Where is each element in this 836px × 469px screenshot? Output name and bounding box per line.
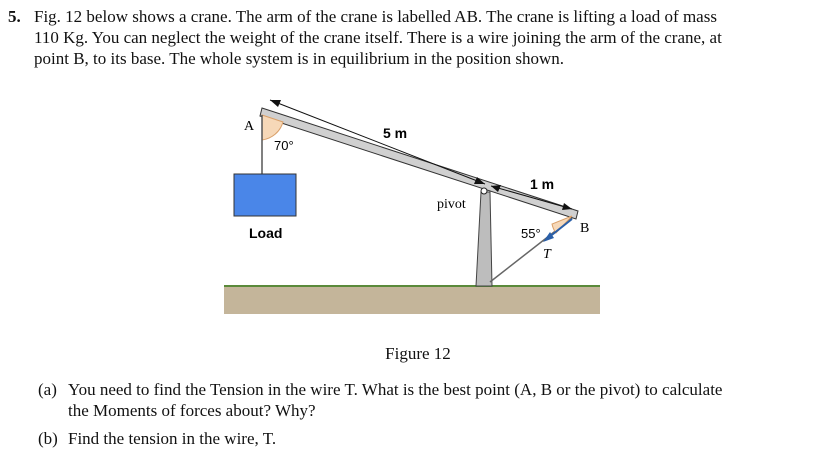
angle-wedge-b <box>552 216 572 233</box>
dimension-5m <box>270 100 485 184</box>
pivot-label: pivot <box>437 197 466 212</box>
part-label: (a) <box>38 380 57 399</box>
part-label: (b) <box>38 429 58 448</box>
part-line: the Moments of forces about? Why? <box>68 401 316 420</box>
question-line: 110 Kg. You can neglect the weight of the crane itself. There is a wire joining the arm of the crane, at <box>34 28 722 47</box>
part-line: You need to find the Tension in the wire T. What is the best point (A, B or the pivot) to calculate <box>68 380 723 399</box>
dimension-arrowhead <box>562 203 572 210</box>
question-line: point B, to its base. The whole system is in equilibrium in the position shown. <box>34 49 564 68</box>
angle-a-label: 70° <box>274 138 294 153</box>
crane-arm <box>260 108 578 219</box>
figure-caption: Figure 12 <box>385 344 451 363</box>
part-line: Find the tension in the wire, T. <box>68 429 277 448</box>
length-1m-label: 1 m <box>530 176 555 192</box>
support-column <box>476 192 492 286</box>
part-text <box>68 428 828 449</box>
label-a: A <box>244 119 255 134</box>
length-5m-label: 5 m <box>383 125 408 141</box>
load-box <box>234 174 296 216</box>
question-number: 5. <box>8 7 21 26</box>
pivot-pin <box>481 188 487 194</box>
part-text <box>68 379 828 421</box>
ground <box>224 286 600 314</box>
load-label: Load <box>249 225 283 241</box>
label-b: B <box>580 221 590 236</box>
question-line: Fig. 12 below shows a crane. The arm of the crane is labelled AB. The crane is lifting a load of mass <box>34 7 717 26</box>
angle-b-label: 55° <box>521 226 541 241</box>
dimension-arrowhead <box>270 100 281 107</box>
tension-label: T <box>543 247 551 262</box>
